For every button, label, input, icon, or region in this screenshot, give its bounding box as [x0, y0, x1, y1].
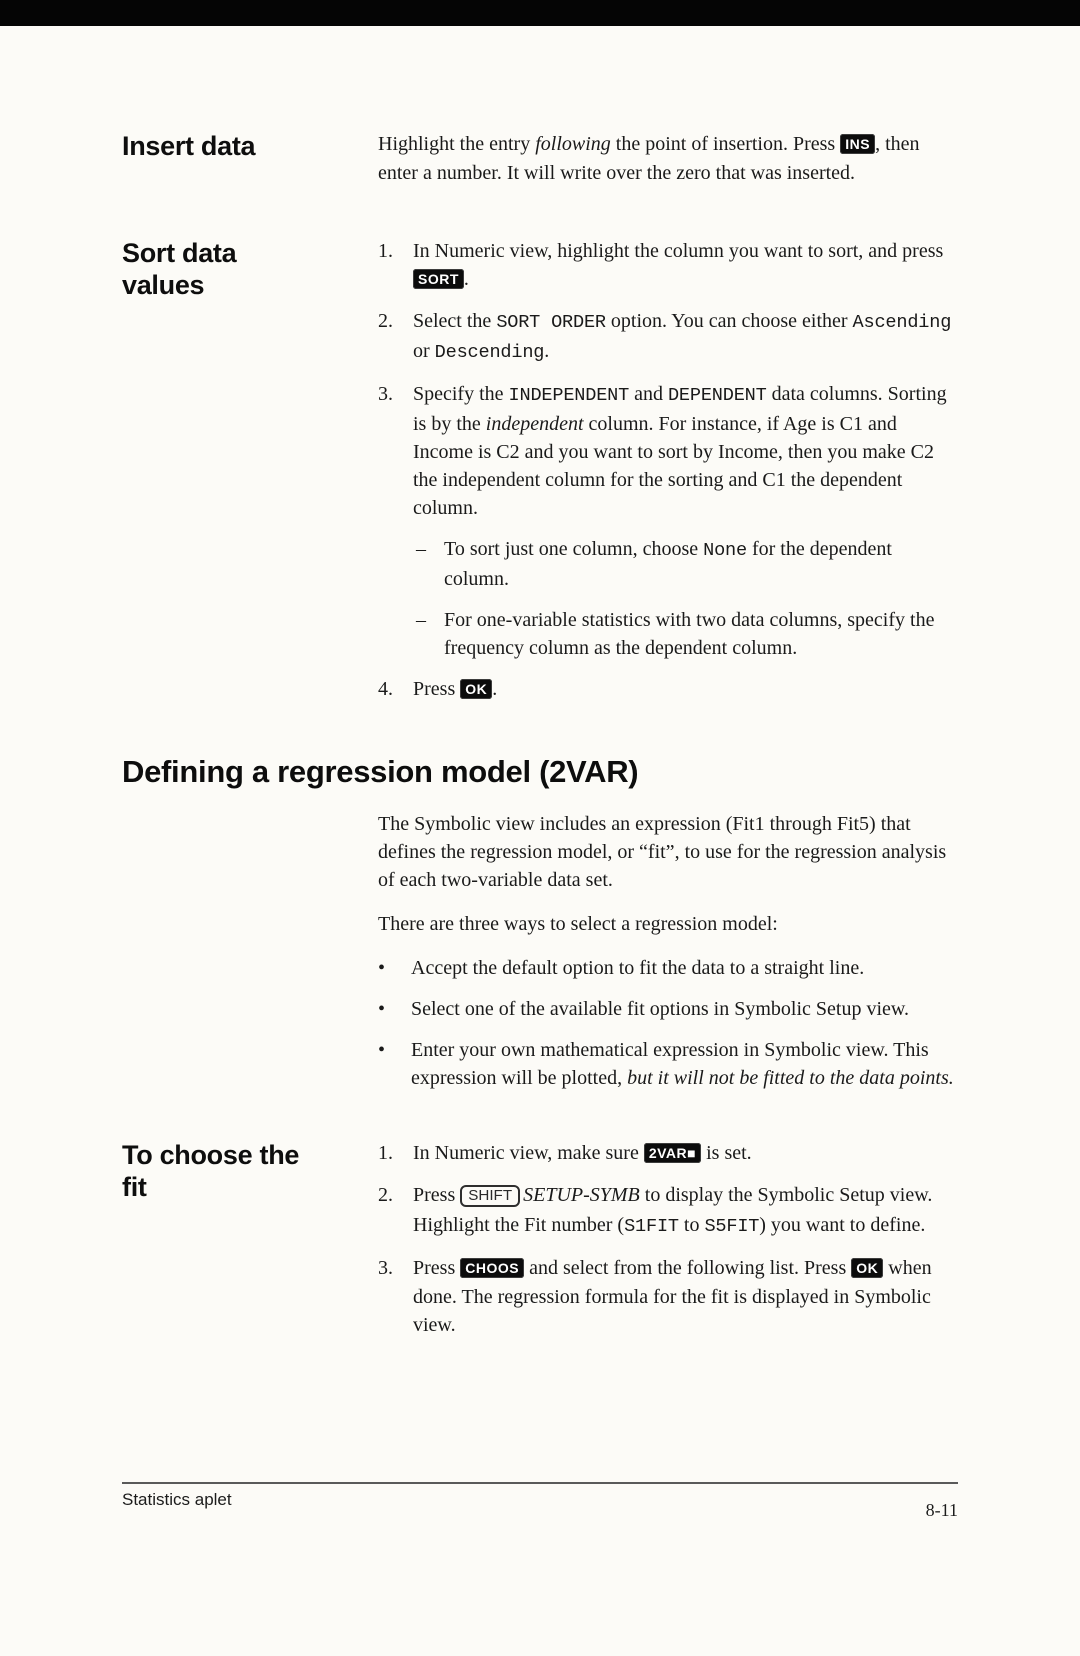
sub-list-item-text: [444, 535, 958, 593]
italic-text: SETUP-SYMB: [523, 1183, 640, 1206]
footer-page-number: 8-11: [925, 1500, 958, 1520]
text-run: .: [544, 340, 550, 362]
text-run: when done. The regression formula for the fit is displayed in Symbolic view.: [413, 1256, 932, 1336]
list-item-text: [413, 237, 958, 294]
code-text: None: [703, 540, 747, 561]
text-run: For one-variable statistics with two data columns, specify the frequency column as the dependent column.: [444, 609, 935, 659]
list-item-text: [413, 380, 958, 522]
ins-key: INS: [840, 134, 875, 154]
dash-marker: –: [416, 609, 426, 631]
list-number: 3.: [378, 383, 393, 405]
text-run: Press: [413, 1183, 461, 1206]
list-item: [378, 307, 958, 367]
text-run: Press: [413, 1256, 461, 1279]
page-content: [122, 130, 958, 1386]
bullet-marker: •: [378, 956, 386, 979]
list-number: 1.: [378, 1141, 393, 1164]
text-run: Accept the default option to fit the data to a straight line.: [411, 956, 865, 979]
list-number: 3.: [378, 1256, 393, 1279]
list-item: [378, 1254, 958, 1339]
text-run: .: [492, 678, 498, 700]
list-item-text: [413, 1254, 958, 1339]
empty-margin-column: [122, 810, 378, 1105]
text-run: to display the Symbolic Setup view. Highlight the Fit number (: [413, 1183, 933, 1236]
list-item-text: [413, 1139, 958, 1168]
footer-chapter-title: Statistics aplet: [122, 1490, 232, 1509]
sub-list-item: [416, 535, 958, 593]
heading-line: To choose the: [122, 1139, 300, 1170]
heading-line: values: [122, 269, 205, 300]
list-item: [378, 380, 958, 522]
text-run: There are three ways to select a regression model:: [378, 912, 778, 935]
section-body-insert-data: [378, 130, 958, 203]
text-run: Enter your own mathematical expression in Symbolic view. This expression will be plotted,: [411, 1038, 929, 1089]
text-run: To sort just one column, choose: [444, 538, 704, 560]
code-text: Ascending: [852, 312, 952, 333]
heading-line: fit: [122, 1171, 147, 1202]
text-run: Select the: [413, 310, 497, 332]
ok-key: OK: [460, 679, 492, 699]
footer-row: [122, 1488, 958, 1521]
text-run: to: [678, 1213, 705, 1236]
list-number: 4.: [378, 678, 393, 700]
text-run: and select from the following list. Press: [524, 1256, 852, 1279]
sub-list-item-text: [444, 606, 958, 662]
section-body-regression: [378, 810, 958, 1105]
section-heading-insert-data: [122, 130, 378, 203]
heading-line: Sort data: [122, 238, 237, 268]
sort-key: SORT: [413, 269, 464, 289]
paragraph: [378, 810, 958, 894]
page-footer: [122, 1482, 958, 1521]
section-heading-to-choose-the-fit: [122, 1139, 378, 1352]
list-item-text: [413, 675, 958, 704]
italic-text: independent: [485, 413, 584, 435]
sub-list-item: [416, 606, 958, 662]
section-heading-sort-data-values: [122, 237, 378, 717]
list-number: 1.: [378, 240, 393, 262]
section-body-sort-data-values: [378, 237, 958, 717]
code-text: Descending: [434, 342, 545, 363]
bullet-item-text: [411, 1036, 958, 1092]
text-run: column. For instance, if Age is C1 and Income is C2 and you want to sort by Income, then you make C2 the independent column for the sorting and C1 the dependent column.: [413, 413, 935, 519]
section-body-to-choose-the-fit: [378, 1139, 958, 1352]
choos-key: CHOOS: [460, 1258, 524, 1278]
italic-text: but it will not be fitted to the data points.: [627, 1066, 954, 1089]
code-text: INDEPENDENT: [508, 385, 630, 406]
text-run: Press: [413, 678, 461, 700]
bullet-marker: •: [378, 1038, 386, 1061]
list-item: [378, 1139, 958, 1168]
bullet-item: [378, 954, 958, 982]
scan-top-edge: [0, 0, 1080, 26]
code-text: DEPENDENT: [667, 385, 767, 406]
text-run: is set.: [701, 1141, 752, 1164]
text-run: or: [413, 340, 435, 362]
bullet-marker: •: [378, 997, 386, 1020]
text-run: data columns. Sorting is by the: [413, 383, 947, 435]
list-item: [378, 1181, 958, 1241]
text-run: Select one of the available fit options in Symbolic Setup view.: [411, 997, 910, 1020]
list-number: 2.: [378, 1183, 393, 1206]
text-run: , then enter a number. It will write over the zero that was inserted.: [378, 133, 920, 184]
dash-marker: –: [416, 538, 426, 560]
section-to-choose-the-fit: [122, 1139, 958, 1352]
code-text: S5FIT: [704, 1215, 760, 1237]
text-run: and: [629, 383, 668, 405]
text-run: In Numeric view, make sure: [413, 1141, 644, 1164]
list-number: 2.: [378, 310, 393, 332]
text-run: Highlight the entry: [378, 133, 536, 155]
paragraph: [378, 910, 958, 938]
code-text: SORT ORDER: [496, 312, 606, 333]
text-run: the point of insertion. Press: [610, 133, 841, 155]
section-sort-data-values: [122, 237, 958, 717]
italic-text: following: [535, 133, 611, 155]
code-text: S1FIT: [624, 1215, 679, 1237]
section-heading-defining-regression-model: Defining a regression model (2VAR): [122, 754, 639, 789]
text-run: In Numeric view, highlight the column you want to sort, and press: [413, 240, 944, 262]
list-item-text: [413, 1181, 958, 1241]
bullet-item-text: [411, 995, 958, 1023]
text-run: .: [463, 268, 469, 290]
list-item-text: [413, 307, 958, 367]
text-run: ) you want to define.: [759, 1213, 926, 1236]
shift-key: SHIFT: [460, 1185, 520, 1207]
bullet-item-text: [411, 954, 958, 982]
bullet-item: [378, 1036, 958, 1092]
2var-key: 2VAR■: [644, 1143, 701, 1163]
footer-rule: [122, 1482, 958, 1484]
paragraph: [378, 130, 958, 187]
list-item: [378, 675, 958, 704]
text-run: The Symbolic view includes an expression (Fit1 through Fit5) that defines the regression model, or “fit”, to use for the regression analysis of each two-variable data set.: [378, 812, 947, 891]
text-run: option. You can choose either: [605, 310, 853, 332]
text-run: for the dependent column.: [444, 538, 892, 590]
bullet-item: [378, 995, 958, 1023]
text-run: Specify the: [413, 383, 509, 405]
list-item: [378, 237, 958, 294]
ok-key-2: OK: [851, 1258, 883, 1278]
section-insert-data: [122, 130, 958, 203]
section-regression-body: [122, 810, 958, 1105]
heading-line: Insert data: [122, 131, 256, 161]
